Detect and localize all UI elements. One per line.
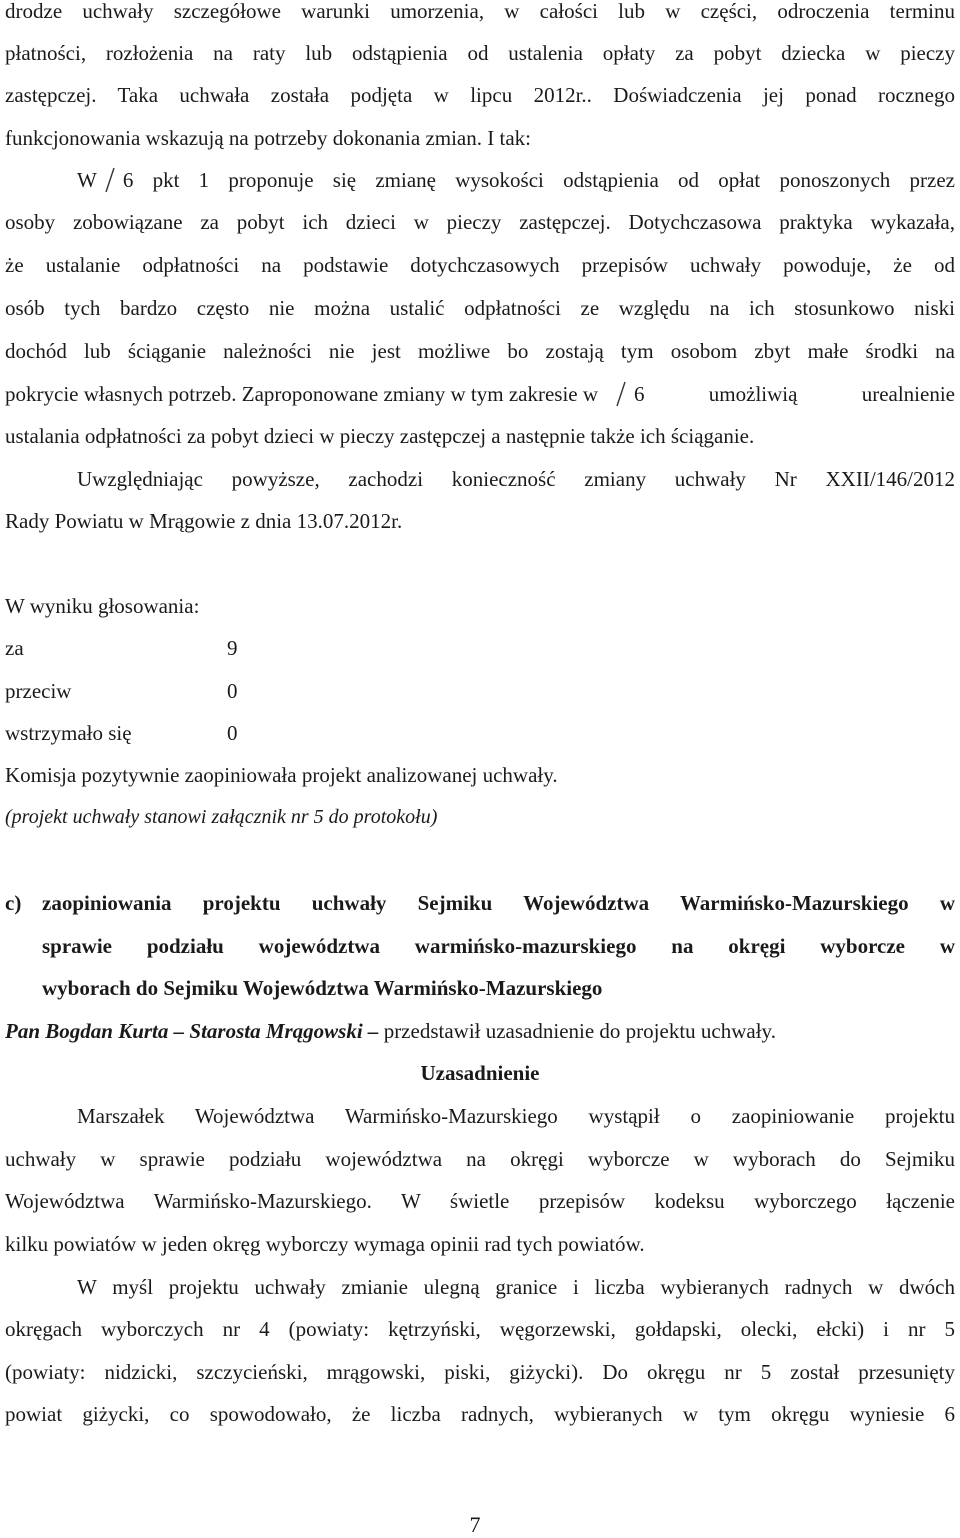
vote-label: wstrzymało się xyxy=(5,721,132,745)
justification-heading: Uzasadnienie xyxy=(420,1061,540,1085)
presenter-name: Pan Bogdan Kurta – Starosta Mrągowski – xyxy=(5,1019,379,1043)
text-line: kilku powiatów w jeden okręg wyborczy wymaga opinii rad tych powiatów. xyxy=(5,1232,645,1256)
vote-label: przeciw xyxy=(5,679,72,703)
vote-value: 0 xyxy=(227,679,238,703)
page-number: 7 xyxy=(469,1512,481,1537)
text-fragment: 6 pkt 1 proponuje się zmianę wysokości odstąpienia od opłat ponoszonych przez xyxy=(122,168,955,192)
text-line-with-section xyxy=(77,165,955,195)
commission-opinion: Komisja pozytywnie zaopiniowała projekt analizowanej uchwały. xyxy=(5,763,558,787)
presenter-text: przedstawił uzasadnienie do projektu uchwały. xyxy=(378,1019,776,1043)
text-line: dochód lub ściąganie należności nie jest możliwe bo zostają tym osobom zbyt małe środki na xyxy=(5,339,955,363)
vote-value: 9 xyxy=(227,636,238,660)
text-line: ustalania odpłatności za pobyt dzieci w pieczy zastępczej a następnie także ich ściąganie. xyxy=(5,424,755,448)
text-line: W myśl projektu uchwały zmianie ulegną granice i liczba wybieranych radnych w dwóch xyxy=(77,1275,955,1299)
text-line: Województwa Warmińsko-Mazurskiego. W świetle przepisów kodeksu wyborczego łączenie xyxy=(5,1189,955,1213)
vote-row xyxy=(5,633,955,663)
text-line: Rady Powiatu w Mrągowie z dnia 13.07.2012r. xyxy=(5,509,403,533)
section-title: zaopiniowania projektu uchwały Sejmiku Województwa Warmińsko-Mazurskiego w xyxy=(42,891,955,915)
text-line: Uwzględniając powyższe, zachodzi konieczność zmiany uchwały Nr XXII/146/2012 xyxy=(77,467,955,491)
text-line: uchwały w sprawie podziału województwa na okręgi wyborcze w wyborach do Sejmiku xyxy=(5,1147,955,1171)
section-sign-icon xyxy=(612,380,630,408)
section-marker: c) xyxy=(5,891,22,915)
vote-value: 0 xyxy=(227,721,238,745)
text-line: że ustalanie odpłatności na podstawie dotychczasowych przepisów uchwały powoduje, że od xyxy=(5,253,955,277)
vote-heading: W wyniku głosowania: xyxy=(5,594,200,618)
attachment-note: (projekt uchwały stanowi załącznik nr 5 do protokołu) xyxy=(5,806,438,828)
text-fragment: pokrycie własnych potrzeb. Zaproponowane zmiany w tym zakresie w xyxy=(5,382,599,406)
vote-row xyxy=(5,718,955,748)
vote-label: za xyxy=(5,636,24,660)
section-title: wyborach do Sejmiku Województwa Warmińsko-Mazurskiego xyxy=(42,976,603,1000)
text-line: osoby zobowiązane za pobyt ich dzieci w pieczy zastępczej. Dotychczasowa praktyka wykazała, xyxy=(5,210,955,234)
text-line-with-section xyxy=(5,379,955,409)
text-line: okręgach wyborczych nr 4 (powiaty: kętrzyński, węgorzewski, gołdapski, olecki, ełcki) i nr 5 xyxy=(5,1317,955,1341)
presenter-line xyxy=(5,1016,955,1046)
text-line: płatności, rozłożenia na raty lub odstąpienia od ustalenia opłaty za pobyt dziecka w pieczy xyxy=(5,41,955,65)
text-fragment: W xyxy=(77,168,97,192)
section-sign-icon xyxy=(101,166,119,194)
text-line: zastępczej. Taka uchwała została podjęta w lipcu 2012r.. Doświadczenia jej ponad rocznego xyxy=(5,83,955,107)
vote-row xyxy=(5,676,955,706)
text-fragment: 6 umożliwią urealnienie xyxy=(634,382,955,406)
section-title: sprawie podziału województwa warmińsko-mazurskiego na okręgi wyborcze w xyxy=(42,934,955,958)
text-line: drodze uchwały szczegółowe warunki umorzenia, w całości lub w części, odroczenia terminu xyxy=(5,0,955,23)
text-line: Marszałek Województwa Warmińsko-Mazurskiego wystąpił o zaopiniowanie projektu xyxy=(77,1104,955,1128)
text-line: funkcjonowania wskazują na potrzeby dokonania zmian. I tak: xyxy=(5,126,531,150)
text-line: osób tych bardzo często nie można ustalić odpłatności ze względu na ich stosunkowo niski xyxy=(5,296,955,320)
text-line: (powiaty: nidzicki, szczycieński, mrągowski, piski, giżycki). Do okręgu nr 5 został przesunięty xyxy=(5,1360,955,1384)
text-line: powiat giżycki, co spowodowało, że liczba radnych, wybieranych w tym okręgu wyniesie 6 xyxy=(5,1402,955,1426)
